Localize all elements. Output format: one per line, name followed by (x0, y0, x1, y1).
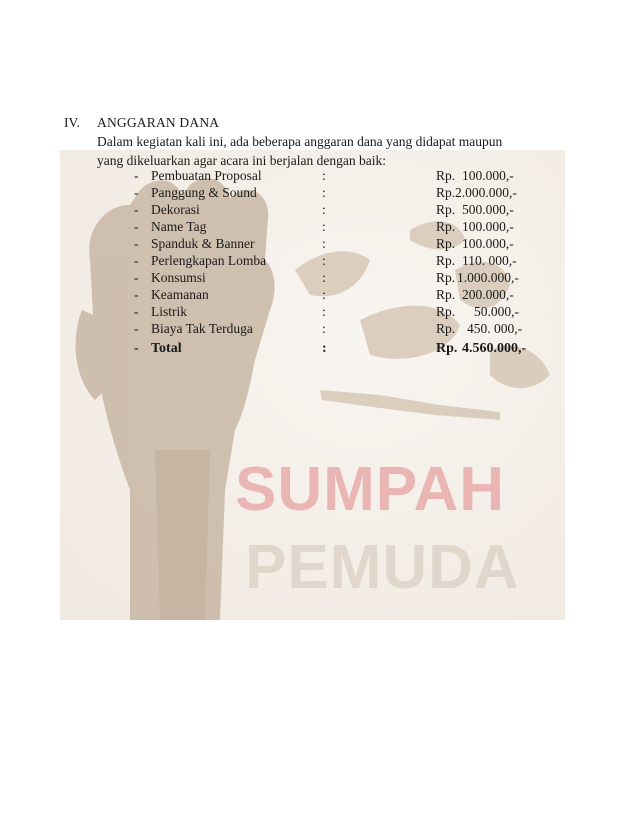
budget-item-amount: 450. 000,- (467, 321, 523, 336)
list-dash: - (134, 219, 139, 234)
budget-item-label: Keamanan (151, 287, 209, 302)
budget-total-colon: : (322, 341, 327, 356)
list-dash: - (134, 321, 139, 336)
budget-item-currency: Rp. (436, 287, 456, 302)
budget-item-colon: : (322, 202, 326, 217)
budget-item-colon: : (322, 219, 326, 234)
budget-item-colon: : (322, 287, 326, 302)
budget-item-colon: : (322, 270, 326, 285)
budget-item-amount: 100.000,- (462, 168, 514, 183)
section-title: ANGGARAN DANA (97, 115, 220, 130)
budget-item-amount: 200.000,- (462, 287, 514, 302)
list-dash: - (134, 270, 139, 285)
budget-item (0, 270, 638, 287)
paragraph-line: Dalam kegiatan kali ini, ada beberapa anggaran dana yang didapat maupun (97, 134, 503, 149)
list-dash: - (134, 287, 139, 302)
budget-item-label: Name Tag (151, 219, 207, 234)
budget-item-colon: : (322, 321, 326, 336)
budget-item-label: Dekorasi (151, 202, 200, 217)
list-dash: - (134, 253, 139, 268)
list-dash: - (134, 168, 139, 183)
list-dash: - (134, 202, 139, 217)
budget-item-amount: 100.000,- (462, 236, 514, 251)
budget-total-label: Total (151, 341, 182, 356)
budget-item-amount: 50.000,- (474, 304, 519, 319)
budget-item (0, 287, 638, 304)
budget-item-amount: 100.000,- (462, 219, 514, 234)
budget-item-label: Pembuatan Proposal (151, 168, 262, 183)
budget-item (0, 185, 638, 202)
budget-item-currency: Rp. (436, 321, 456, 336)
budget-item-colon: : (322, 168, 326, 183)
budget-item-label: Listrik (151, 304, 187, 319)
section-number: IV. (64, 115, 80, 130)
section-paragraph (97, 133, 557, 170)
list-dash: - (134, 304, 139, 319)
budget-item-label: Panggung & Sound (151, 185, 257, 200)
budget-item-label: Perlengkapan Lomba (151, 253, 267, 268)
budget-total-row (0, 341, 638, 358)
budget-item-amount: 2.000.000,- (455, 185, 517, 200)
budget-item-amount: 1.000.000,- (457, 270, 519, 285)
budget-item-label: Biaya Tak Terduga (151, 321, 253, 336)
budget-item-currency: Rp. (436, 270, 456, 285)
budget-item-currency: Rp. (436, 185, 456, 200)
budget-item-currency: Rp. (436, 168, 456, 183)
budget-item (0, 253, 638, 270)
budget-item (0, 219, 638, 236)
budget-item-colon: : (322, 253, 326, 268)
budget-total-currency: Rp. (436, 341, 458, 356)
budget-item-currency: Rp. (436, 304, 456, 319)
budget-item-currency: Rp. (436, 219, 456, 234)
budget-item (0, 168, 638, 185)
budget-item-colon: : (322, 236, 326, 251)
budget-total-amount: 4.560.000,- (462, 341, 527, 356)
budget-item-currency: Rp. (436, 202, 456, 217)
budget-item-amount: 110. 000,- (462, 253, 517, 268)
watermark-text-sumpah: SUMPAH (235, 455, 506, 524)
budget-item-amount: 500.000,- (462, 202, 514, 217)
budget-item (0, 236, 638, 253)
list-dash: - (134, 341, 139, 356)
budget-item-label: Konsumsi (151, 270, 206, 285)
budget-item-currency: Rp. (436, 236, 456, 251)
budget-list (0, 168, 638, 358)
budget-item-colon: : (322, 304, 326, 319)
budget-item (0, 202, 638, 219)
paragraph-line: yang dikeluarkan agar acara ini berjalan dengan baik: (97, 152, 386, 168)
watermark-text-pemuda: PEMUDA (245, 533, 520, 602)
budget-item-colon: : (322, 185, 326, 200)
budget-item-currency: Rp. (436, 253, 456, 268)
budget-item-label: Spanduk & Banner (151, 236, 255, 251)
list-dash: - (134, 236, 139, 251)
budget-item (0, 304, 638, 321)
budget-item (0, 321, 638, 338)
list-dash: - (134, 185, 139, 200)
